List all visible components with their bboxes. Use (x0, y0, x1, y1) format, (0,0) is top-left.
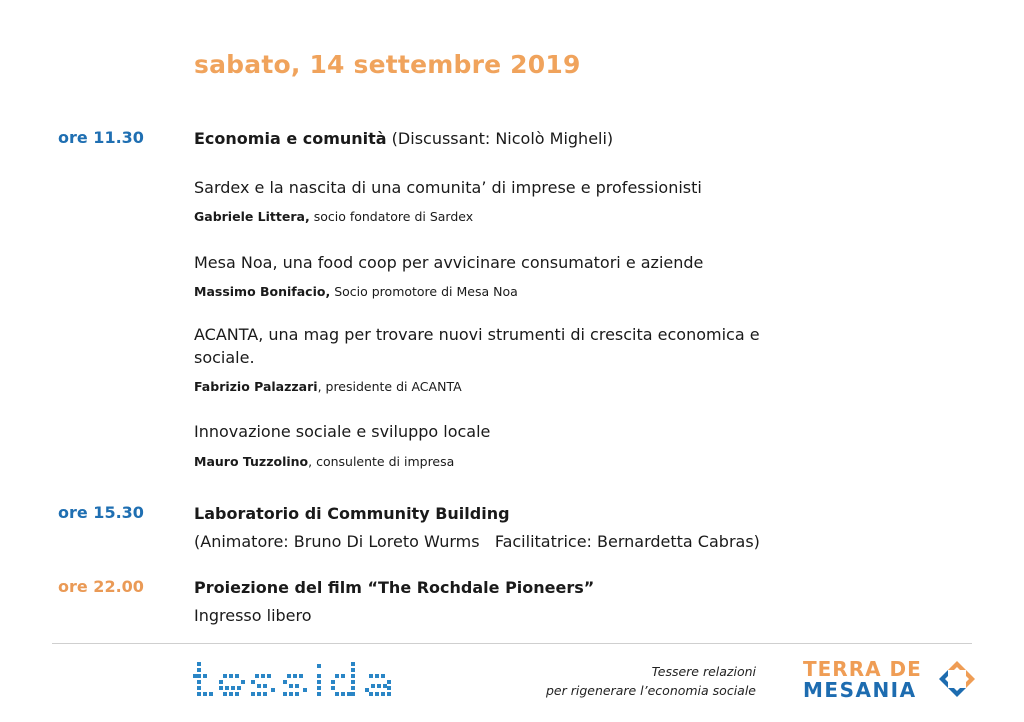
speaker-role: , presidente di ACANTA (317, 379, 462, 394)
speaker-name: Massimo Bonifacio, (194, 284, 331, 299)
terra-de-mesania-logo-top: TERRA DE (803, 657, 922, 681)
session-title-film: Proiezione del film “The Rochdale Pioneers” (194, 578, 595, 597)
speaker-bonifacio (194, 284, 518, 299)
speaker-name: Gabriele Littera, (194, 209, 310, 224)
footer-tagline (430, 662, 756, 700)
terra-de-mesania-logo-bottom: MESANIA (803, 678, 917, 702)
talk-title-innovazione: Innovazione sociale e sviluppo locale (194, 422, 491, 441)
talk-title-mesa-noa: Mesa Noa, una food coop per avvicinare consumatori e aziende (194, 253, 704, 272)
session-discussant: (Discussant: Nicolò Migheli) (386, 129, 614, 148)
footer-divider (52, 643, 972, 644)
speaker-tuzzolino (194, 454, 454, 469)
speaker-role: Socio promotore di Mesa Noa (330, 284, 518, 299)
date-heading: sabato, 14 settembre 2019 (194, 50, 581, 79)
session-detail-laboratorio: (Animatore: Bruno Di Loreto Wurms Facilitatrice: Bernardetta Cabras) (194, 532, 760, 551)
session-title: Economia e comunità (194, 129, 387, 148)
talk-title-sardex: Sardex e la nascita di una comunita’ di imprese e professionisti (194, 178, 702, 197)
speaker-name: Fabrizio Palazzari (194, 379, 318, 394)
tagline-line-1: Tessere relazioni (651, 664, 756, 679)
tessida-logo (193, 660, 411, 700)
tagline-line-2: per rigenerare l’economia sociale (545, 683, 756, 698)
session-heading-economia (194, 129, 613, 148)
session-title-laboratorio: Laboratorio di Community Building (194, 504, 510, 523)
terra-de-mesania-mark-icon (936, 658, 978, 700)
speaker-palazzari (194, 379, 462, 394)
speaker-role: , consulente di impresa (308, 454, 455, 469)
speaker-role: socio fondatore di Sardex (309, 209, 474, 224)
session-time-2200: ore 22.00 (58, 577, 144, 596)
session-detail-film: Ingresso libero (194, 606, 312, 625)
session-time-1130: ore 11.30 (58, 128, 144, 147)
talk-title-acanta: ACANTA, una mag per trovare nuovi strumenti di crescita economica e sociale. (194, 325, 760, 367)
session-time-1530: ore 15.30 (58, 503, 144, 522)
speaker-littera (194, 209, 473, 224)
speaker-name: Mauro Tuzzolino (194, 454, 309, 469)
